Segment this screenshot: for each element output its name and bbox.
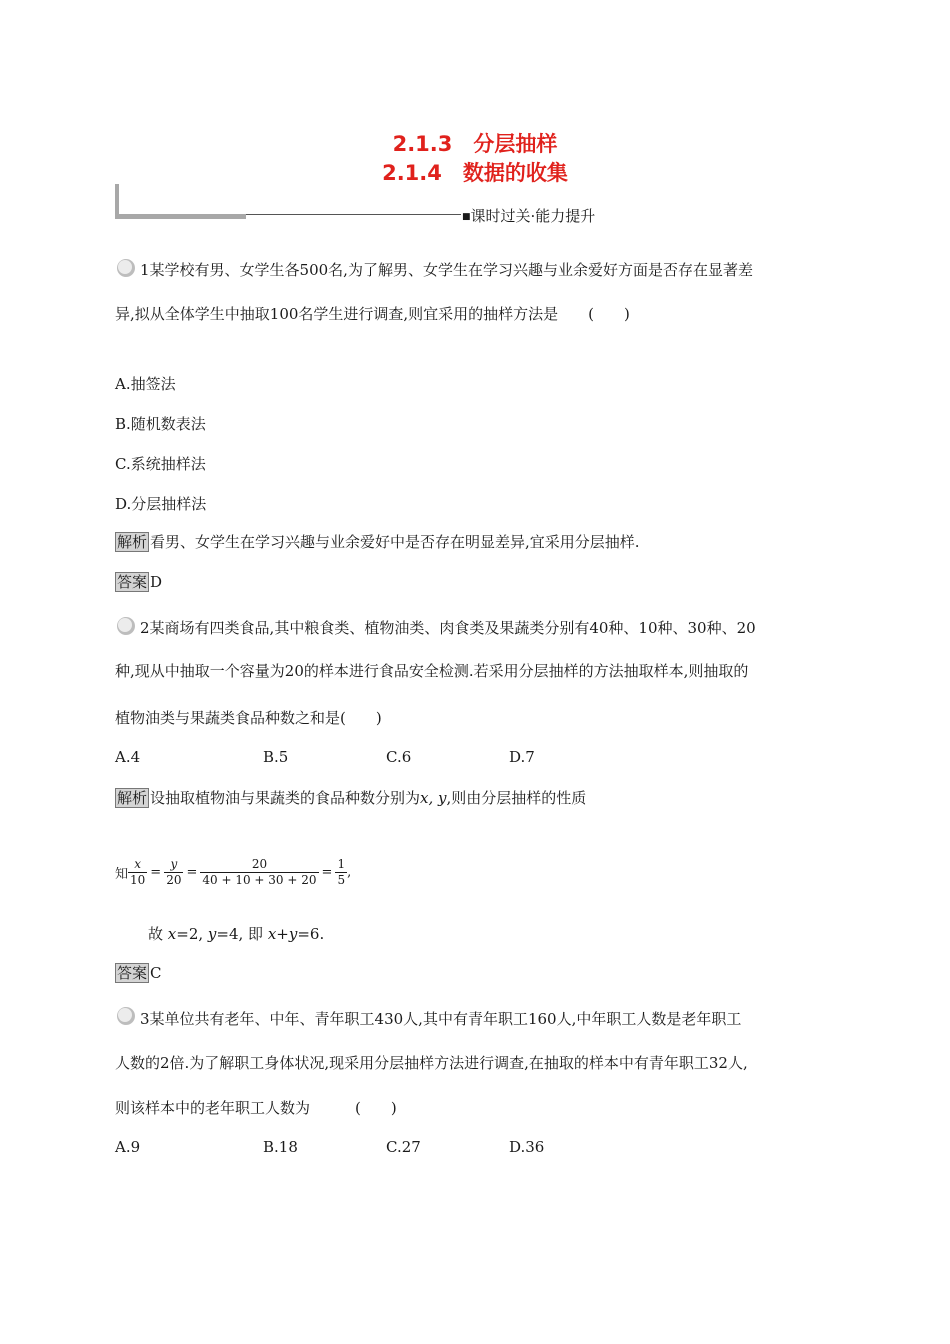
q2-option-c: C.6 <box>386 748 412 766</box>
analysis-label: 解析 <box>117 789 148 807</box>
q1-option-c: C.系统抽样法 <box>115 455 206 473</box>
q3-line-3: 则该样本中的老年职工人数为 ( ) <box>115 1099 397 1117</box>
q2-option-a: A.4 <box>115 748 141 766</box>
q1-option-a: A.抽签法 <box>115 375 176 393</box>
banner-label: 课时过关·能力提升 <box>470 207 596 225</box>
q2-option-b: B.5 <box>263 748 289 766</box>
q1-line-2: 异,拟从全体学生中抽取100名学生进行调查,则宜采用的抽样方法是 ( ) <box>115 305 630 323</box>
q3-option-c: C.27 <box>386 1138 421 1156</box>
equals-sign: = <box>321 865 333 880</box>
q2-option-d: D.7 <box>509 748 535 766</box>
q3-line-2: 人数的2倍.为了解职工身体状况,现采用分层抽样方法进行调查,在抽取的样本中有青年职工32人, <box>115 1054 748 1072</box>
q2-analysis-post: ,则由分层抽样的性质 <box>446 789 587 807</box>
q1-number: 1 <box>140 261 150 279</box>
conclusion-y: y <box>207 925 217 943</box>
frac3-den: 40 + 10 + 30 + 20 <box>202 873 317 887</box>
frac2-num: y <box>170 857 178 871</box>
q1-option-b: B.随机数表法 <box>115 415 206 433</box>
q1-option-d: D.分层抽样法 <box>115 495 207 513</box>
frac1-den: 10 <box>130 873 146 887</box>
q1-analysis <box>115 531 640 553</box>
q1-analysis-text: 看男、女学生在学习兴趣与业余爱好中是否存在明显差异,宜采用分层抽样. <box>150 533 640 551</box>
banner-vertical-bar <box>115 184 119 218</box>
q2-number: 2 <box>140 619 150 637</box>
conclusion-end: =6. <box>297 925 325 943</box>
q2-analysis <box>115 787 586 809</box>
equals-sign: = <box>186 865 198 880</box>
banner-square-icon: ■ <box>462 212 471 222</box>
question-marker-icon <box>115 1004 137 1026</box>
question-marker-icon <box>115 256 137 278</box>
q3-line-1 <box>140 1008 741 1030</box>
conclusion-mid-2: =4, 即 <box>216 925 268 943</box>
q2-answer <box>115 962 162 984</box>
q3-stem-1: 某单位共有老年、中年、青年职工430人,其中有青年职工160人,中年职工人数是老年职工 <box>149 1010 742 1028</box>
q3-number: 3 <box>140 1010 150 1028</box>
q3-option-d: D.36 <box>509 1138 545 1156</box>
banner-thin-rule <box>246 214 461 215</box>
fraction-one-fifth <box>335 857 347 888</box>
q2-conclusion <box>148 923 324 945</box>
conclusion-xy: x+y <box>267 925 298 943</box>
frac3-num: 20 <box>251 857 268 871</box>
q3-option-a: A.9 <box>115 1138 141 1156</box>
fraction-y-over-20 <box>164 857 183 888</box>
equals-sign: = <box>150 865 162 880</box>
analysis-label: 解析 <box>117 533 148 551</box>
q1-line-1 <box>140 259 753 281</box>
formula-prefix: 知 <box>115 867 129 882</box>
fraction-total <box>200 857 318 888</box>
q2-line-1 <box>140 617 756 639</box>
q3-option-b: B.18 <box>263 1138 298 1156</box>
banner-horizontal-bar <box>115 214 246 219</box>
fraction-x-over-10 <box>128 857 147 888</box>
conclusion-pre: 故 <box>148 925 168 943</box>
conclusion-mid-1: =2, <box>176 925 208 943</box>
q2-formula <box>115 857 351 888</box>
q2-line-3: 植物油类与果蔬类食品种数之和是( ) <box>115 709 382 727</box>
q2-line-2: 种,现从中抽取一个容量为20的样本进行食品安全检测.若采用分层抽样的方法抽取样本,则抽取的 <box>115 662 749 680</box>
q2-analysis-vars: x, y <box>420 789 447 807</box>
q2-analysis-pre: 设抽取植物油与果蔬类的食品种数分别为 <box>150 789 421 807</box>
formula-suffix: , <box>347 865 352 880</box>
frac1-num: x <box>134 857 142 871</box>
title-line-1: 2.1.3 分层抽样 <box>392 132 558 156</box>
frac2-den: 20 <box>166 873 182 887</box>
conclusion-x: x <box>167 925 177 943</box>
title-line-2: 2.1.4 数据的收集 <box>382 161 568 185</box>
frac4-den: 5 <box>337 873 346 887</box>
q1-answer-value: D <box>150 573 163 591</box>
question-marker-icon <box>115 614 137 636</box>
q2-stem-1: 某商场有四类食品,其中粮食类、植物油类、肉食类及果蔬类分别有40种、10种、30种、20 <box>149 619 756 637</box>
q2-answer-value: C <box>150 964 162 982</box>
q1-stem-1: 某学校有男、女学生各500名,为了解男、女学生在学习兴趣与业余爱好方面是否存在显著差 <box>149 261 753 279</box>
q1-answer <box>115 571 162 593</box>
frac4-num: 1 <box>337 857 346 871</box>
answer-label: 答案 <box>117 964 148 982</box>
answer-label: 答案 <box>117 573 148 591</box>
banner-text <box>462 205 595 226</box>
